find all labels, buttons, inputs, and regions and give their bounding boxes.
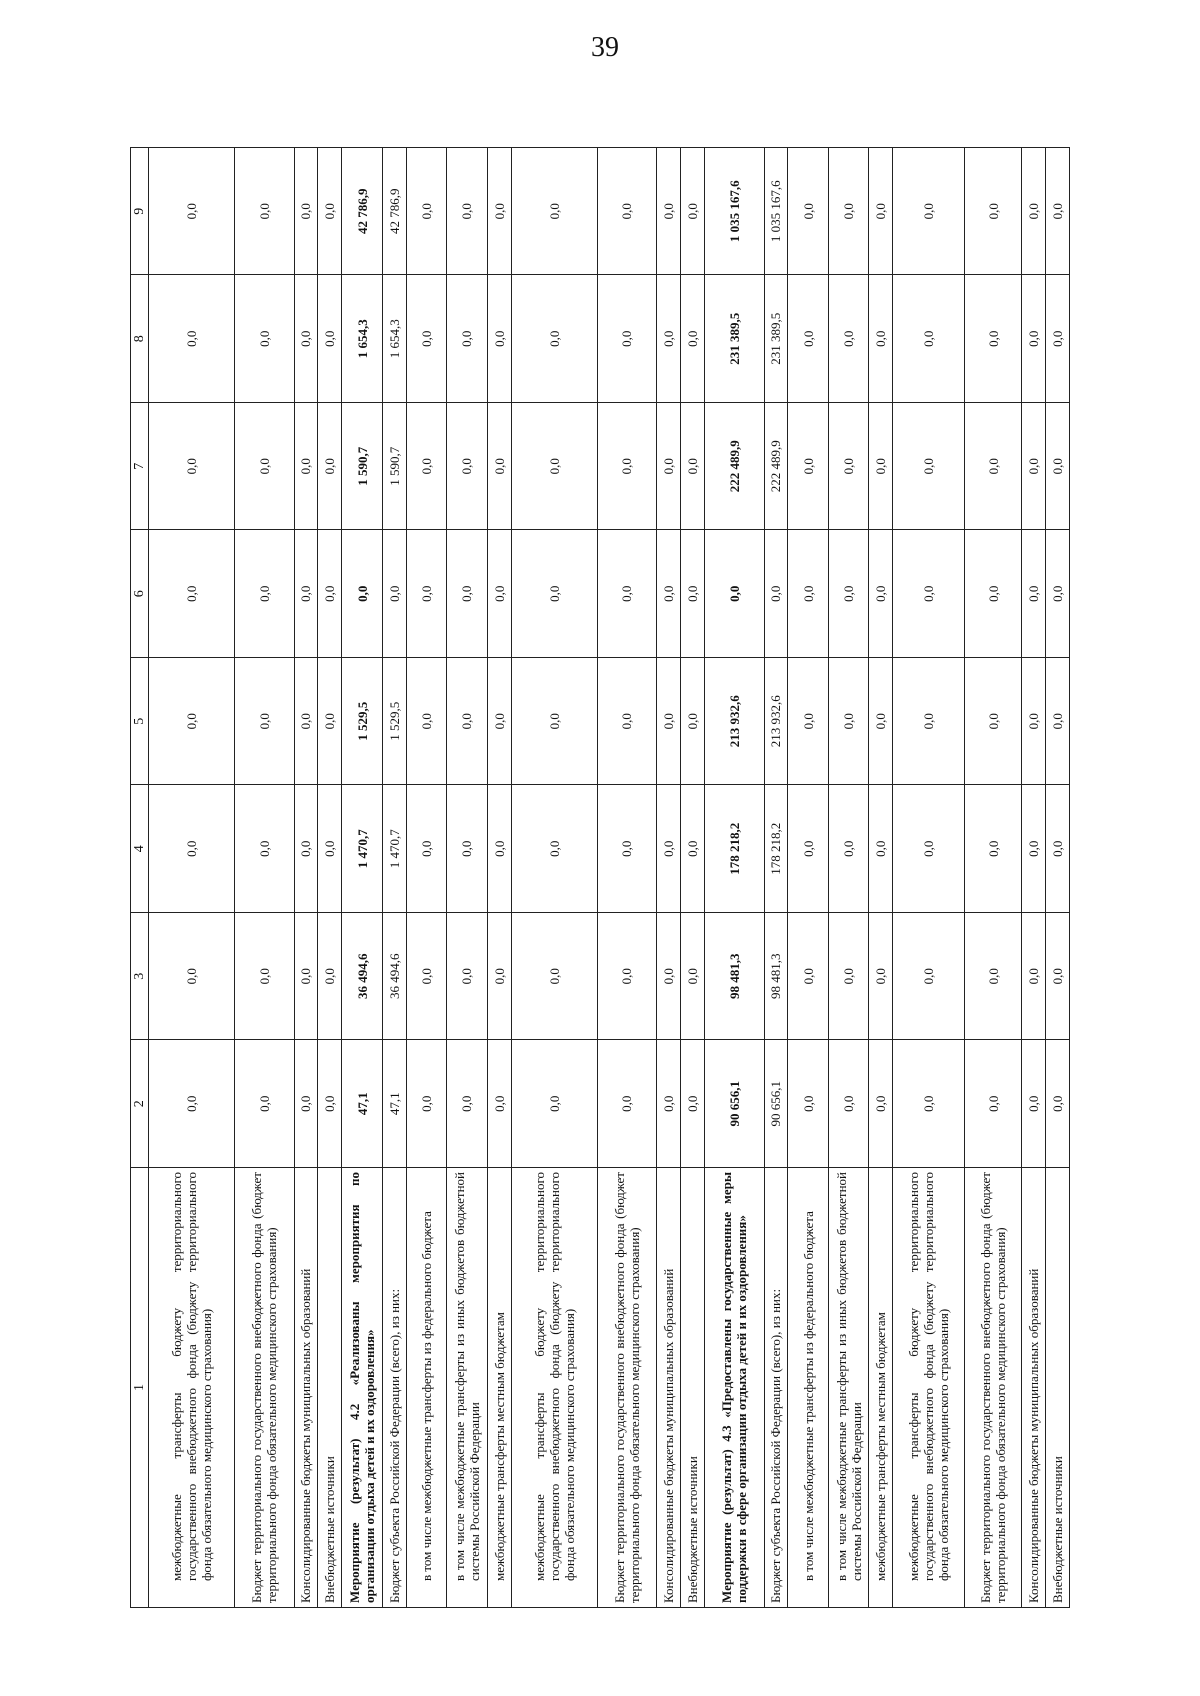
table-row [681,148,705,1608]
value-cell: 0,0 [964,403,1021,531]
value-cell: 0,0 [447,530,488,658]
value-cell: 0,0 [1022,530,1046,658]
value-cell: 0,0 [318,530,342,658]
value-cell: 1 470,7 [342,785,383,913]
row-label: Бюджет территориального государственного внебюджетного фонда (бюджет территориального фонда обязательного медицинского страхования) [964,1168,1021,1608]
value-cell: 0,0 [1022,148,1046,276]
value-cell: 0,0 [704,530,764,658]
value-cell: 0,0 [1022,1040,1046,1168]
value-cell: 0,0 [1046,913,1070,1041]
value-cell: 0,0 [318,403,342,531]
row-label: Внебюджетные источники [318,1168,342,1608]
value-cell: 0,0 [487,658,511,786]
value-cell: 0,0 [788,275,829,403]
value-cell: 0,0 [234,275,294,403]
column-header: 6 [131,530,149,658]
row-label: межбюджетные трансферты бюджету территориального государственного внебюджетного фонда (бюджету территориального фонда обязательного медицинского страхования) [511,1168,597,1608]
column-header: 2 [131,1040,149,1168]
value-cell: 0,0 [893,148,965,276]
value-cell: 0,0 [828,785,869,913]
value-cell: 0,0 [234,913,294,1041]
value-cell: 0,0 [234,1040,294,1168]
value-cell: 0,0 [1022,785,1046,913]
value-cell: 0,0 [681,275,705,403]
value-cell: 0,0 [234,148,294,276]
value-cell: 0,0 [1046,148,1070,276]
value-cell: 0,0 [657,148,681,276]
value-cell: 36 494,6 [342,913,383,1041]
row-label: Бюджет территориального государственного внебюджетного фонда (бюджет территориального фонда обязательного медицинского страхования) [597,1168,657,1608]
value-cell: 0,0 [342,530,383,658]
value-cell: 0,0 [447,275,488,403]
value-cell: 222 489,9 [764,403,788,531]
value-cell: 0,0 [1022,275,1046,403]
table-row [342,148,383,1608]
value-cell: 36 494,6 [382,913,406,1041]
value-cell: 0,0 [511,275,597,403]
value-cell: 0,0 [1046,1040,1070,1168]
value-cell: 0,0 [764,530,788,658]
value-cell: 0,0 [406,530,447,658]
value-cell: 0,0 [597,148,657,276]
budget-table [130,147,1070,1608]
value-cell: 0,0 [294,785,318,913]
value-cell: 0,0 [869,658,893,786]
value-cell: 1 590,7 [382,403,406,531]
value-cell: 0,0 [681,1040,705,1168]
value-cell: 0,0 [294,275,318,403]
row-label: Мероприятие (результат) 4.2 «Реализованы мероприятия по организации отдыха детей и их оздоровления» [342,1168,383,1608]
row-label: в том числе межбюджетные трансферты из федерального бюджета [406,1168,447,1608]
table-row [869,148,893,1608]
table-row [657,148,681,1608]
value-cell: 0,0 [318,148,342,276]
column-header: 4 [131,785,149,913]
rotated-table-container [130,148,1070,1608]
value-cell: 0,0 [447,148,488,276]
value-cell: 0,0 [893,530,965,658]
value-cell: 0,0 [681,403,705,531]
table-row [597,148,657,1608]
value-cell: 98 481,3 [764,913,788,1041]
value-cell: 1 529,5 [382,658,406,786]
row-label: Бюджет субъекта Российской Федерации (всего), из них: [764,1168,788,1608]
value-cell: 0,0 [964,658,1021,786]
value-cell: 0,0 [511,913,597,1041]
value-cell: 0,0 [294,1040,318,1168]
value-cell: 0,0 [657,658,681,786]
table-row [1046,148,1070,1608]
value-cell: 1 035 167,6 [704,148,764,276]
column-header: 8 [131,275,149,403]
value-cell: 0,0 [406,913,447,1041]
value-cell: 0,0 [511,785,597,913]
value-cell: 0,0 [149,275,235,403]
column-header: 7 [131,403,149,531]
value-cell: 0,0 [828,913,869,1041]
value-cell: 0,0 [149,403,235,531]
value-cell: 0,0 [1046,785,1070,913]
value-cell: 0,0 [788,913,829,1041]
value-cell: 90 656,1 [764,1040,788,1168]
value-cell: 213 932,6 [764,658,788,786]
table-row [511,148,597,1608]
value-cell: 0,0 [406,785,447,913]
value-cell: 0,0 [828,658,869,786]
value-cell: 98 481,3 [704,913,764,1041]
value-cell: 0,0 [828,1040,869,1168]
value-cell: 0,0 [657,1040,681,1168]
value-cell: 47,1 [342,1040,383,1168]
value-cell: 0,0 [447,913,488,1041]
value-cell: 0,0 [318,275,342,403]
value-cell: 0,0 [788,1040,829,1168]
value-cell: 0,0 [487,148,511,276]
value-cell: 0,0 [511,530,597,658]
value-cell: 0,0 [869,148,893,276]
value-cell: 0,0 [597,403,657,531]
value-cell: 0,0 [788,148,829,276]
value-cell: 1 654,3 [342,275,383,403]
value-cell: 213 932,6 [704,658,764,786]
row-label: Внебюджетные источники [1046,1168,1070,1608]
row-label: межбюджетные трансферты бюджету территориального государственного внебюджетного фонда (бюджету территориального фонда обязательного медицинского страхования) [149,1168,235,1608]
value-cell: 0,0 [294,913,318,1041]
value-cell: 0,0 [1022,658,1046,786]
value-cell: 0,0 [382,530,406,658]
value-cell: 0,0 [1022,913,1046,1041]
value-cell: 0,0 [234,403,294,531]
value-cell: 0,0 [294,530,318,658]
value-cell: 0,0 [1046,658,1070,786]
value-cell: 0,0 [511,1040,597,1168]
value-cell: 0,0 [447,1040,488,1168]
value-cell: 0,0 [869,785,893,913]
row-label: Мероприятие (результат) 4.3 «Предоставлены государственные меры поддержки в сфере организации отдыха детей и их оздоровления» [704,1168,764,1608]
value-cell: 0,0 [788,530,829,658]
value-cell: 0,0 [964,530,1021,658]
value-cell: 0,0 [406,658,447,786]
value-cell: 0,0 [788,658,829,786]
value-cell: 0,0 [149,148,235,276]
value-cell: 0,0 [487,403,511,531]
value-cell: 0,0 [869,275,893,403]
value-cell: 47,1 [382,1040,406,1168]
value-cell: 0,0 [318,1040,342,1168]
value-cell: 0,0 [294,148,318,276]
value-cell: 0,0 [318,913,342,1041]
value-cell: 0,0 [234,785,294,913]
value-cell: 0,0 [149,785,235,913]
value-cell: 0,0 [318,785,342,913]
table-row [382,148,406,1608]
value-cell: 178 218,2 [764,785,788,913]
value-cell: 0,0 [234,530,294,658]
value-cell: 0,0 [597,1040,657,1168]
table-row [447,148,488,1608]
value-cell: 42 786,9 [382,148,406,276]
value-cell: 0,0 [681,530,705,658]
table-row [1022,148,1046,1608]
table-row [893,148,965,1608]
table-row [964,148,1021,1608]
table-row [149,148,235,1608]
row-label: Консолидированные бюджеты муниципальных образований [657,1168,681,1608]
value-cell: 0,0 [893,913,965,1041]
value-cell: 0,0 [149,913,235,1041]
value-cell: 0,0 [788,785,829,913]
row-label: в том числе межбюджетные трансферты из иных бюджетов бюджетной системы Российской Федерации [828,1168,869,1608]
table-row [234,148,294,1608]
value-cell: 0,0 [511,658,597,786]
value-cell: 42 786,9 [342,148,383,276]
value-cell: 0,0 [487,1040,511,1168]
value-cell: 0,0 [788,403,829,531]
table-row [294,148,318,1608]
value-cell: 0,0 [869,1040,893,1168]
value-cell: 0,0 [294,658,318,786]
value-cell: 0,0 [869,913,893,1041]
value-cell: 0,0 [869,530,893,658]
value-cell: 0,0 [1022,403,1046,531]
table-body [149,148,1070,1608]
value-cell: 0,0 [447,403,488,531]
value-cell: 0,0 [511,148,597,276]
value-cell: 0,0 [487,275,511,403]
value-cell: 0,0 [318,658,342,786]
value-cell: 231 389,5 [764,275,788,403]
value-cell: 0,0 [597,658,657,786]
value-cell: 0,0 [447,658,488,786]
value-cell: 178 218,2 [704,785,764,913]
value-cell: 0,0 [893,403,965,531]
value-cell: 231 389,5 [704,275,764,403]
column-header: 9 [131,148,149,276]
value-cell: 0,0 [406,1040,447,1168]
value-cell: 0,0 [869,403,893,531]
value-cell: 0,0 [1046,403,1070,531]
value-cell: 0,0 [828,148,869,276]
value-cell: 0,0 [893,275,965,403]
value-cell: 222 489,9 [704,403,764,531]
value-cell: 0,0 [406,403,447,531]
row-label: межбюджетные трансферты бюджету территориального государственного внебюджетного фонда (бюджету территориального фонда обязательного медицинского страхования) [893,1168,965,1608]
value-cell: 0,0 [406,275,447,403]
value-cell: 0,0 [681,148,705,276]
column-header: 3 [131,913,149,1041]
row-label: Консолидированные бюджеты муниципальных образований [1022,1168,1046,1608]
row-label: в том числе межбюджетные трансферты из иных бюджетов бюджетной системы Российской Федерации [447,1168,488,1608]
page-number: 39 [591,32,619,63]
value-cell: 0,0 [406,148,447,276]
row-label: Бюджет территориального государственного внебюджетного фонда (бюджет территориального фонда обязательного медицинского страхования) [234,1168,294,1608]
value-cell: 0,0 [487,913,511,1041]
value-cell: 0,0 [893,658,965,786]
value-cell: 0,0 [828,530,869,658]
value-cell: 0,0 [597,275,657,403]
row-label: Внебюджетные источники [681,1168,705,1608]
table-row [704,148,764,1608]
value-cell: 0,0 [893,1040,965,1168]
value-cell: 1 529,5 [342,658,383,786]
value-cell: 0,0 [828,403,869,531]
value-cell: 0,0 [487,785,511,913]
value-cell: 0,0 [893,785,965,913]
value-cell: 0,0 [681,913,705,1041]
table-row [487,148,511,1608]
value-cell: 1 654,3 [382,275,406,403]
value-cell: 0,0 [149,658,235,786]
row-label: Бюджет субъекта Российской Федерации (всего), из них: [382,1168,406,1608]
table-row [764,148,788,1608]
value-cell: 0,0 [657,275,681,403]
value-cell: 0,0 [597,530,657,658]
value-cell: 0,0 [234,658,294,786]
value-cell: 1 590,7 [342,403,383,531]
value-cell: 1 035 167,6 [764,148,788,276]
table-row [828,148,869,1608]
value-cell: 0,0 [964,785,1021,913]
value-cell: 0,0 [597,913,657,1041]
value-cell: 0,0 [964,148,1021,276]
value-cell: 0,0 [657,913,681,1041]
value-cell: 0,0 [149,530,235,658]
table-row [788,148,829,1608]
value-cell: 0,0 [681,785,705,913]
row-label: в том числе межбюджетные трансферты из федерального бюджета [788,1168,829,1608]
value-cell: 0,0 [657,530,681,658]
column-header: 1 [131,1168,149,1608]
value-cell: 0,0 [149,1040,235,1168]
value-cell: 90 656,1 [704,1040,764,1168]
value-cell: 0,0 [657,785,681,913]
row-label: межбюджетные трансферты местным бюджетам [487,1168,511,1608]
header-row [131,148,149,1608]
value-cell: 0,0 [964,1040,1021,1168]
value-cell: 0,0 [657,403,681,531]
value-cell: 0,0 [597,785,657,913]
value-cell: 0,0 [487,530,511,658]
value-cell: 1 470,7 [382,785,406,913]
value-cell: 0,0 [447,785,488,913]
value-cell: 0,0 [294,403,318,531]
value-cell: 0,0 [828,275,869,403]
row-label: Консолидированные бюджеты муниципальных образований [294,1168,318,1608]
row-label: межбюджетные трансферты местным бюджетам [869,1168,893,1608]
table-row [318,148,342,1608]
value-cell: 0,0 [681,658,705,786]
column-header: 5 [131,658,149,786]
value-cell: 0,0 [964,913,1021,1041]
value-cell: 0,0 [964,275,1021,403]
value-cell: 0,0 [1046,530,1070,658]
table-row [406,148,447,1608]
value-cell: 0,0 [511,403,597,531]
value-cell: 0,0 [1046,275,1070,403]
